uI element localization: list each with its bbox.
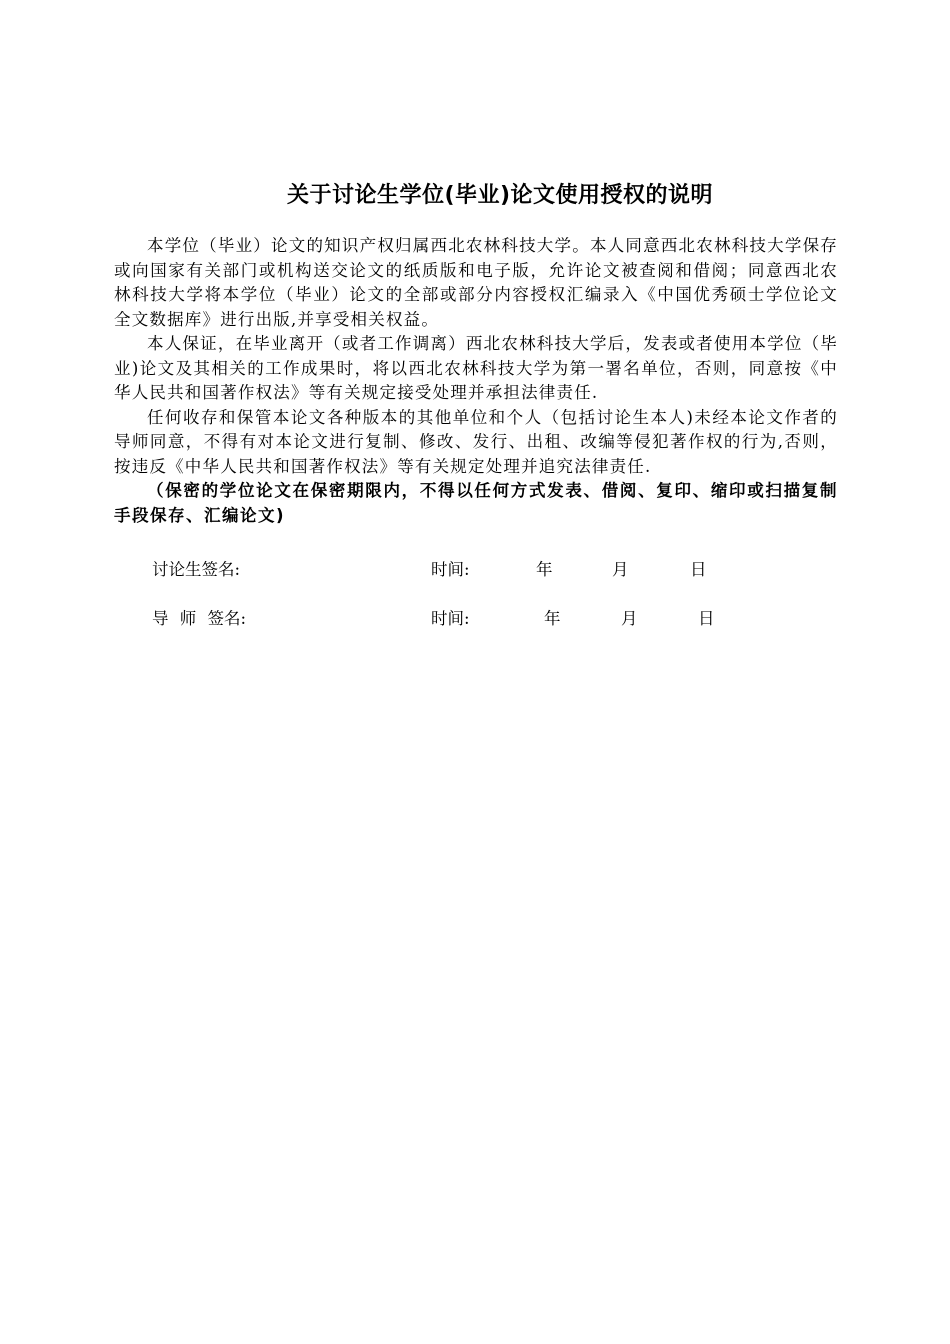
advisor-time-label: 时间:: [431, 609, 470, 628]
document-body: [114, 234, 838, 528]
student-time-label: 时间:: [431, 560, 470, 579]
student-signature-label: 讨论生签名:: [152, 560, 241, 579]
paragraph-infringement-notice: 任何收存和保管本论文各种版本的其他单位和个人（包括讨论生本人)未经本论文作者的导师同意，不得有对本论文进行复制、修改、发行、出租、改编等侵犯著作权的行为,否则，按违反《中华人民共和国著作权法》等有关规定处理并追究法律责任.: [114, 407, 838, 476]
student-month-label: 月: [612, 560, 629, 579]
confidential-note: （保密的学位论文在保密期限内，不得以任何方式发表、借阅、复印、缩印或扫描复制手段保存、汇编论文): [114, 481, 838, 525]
advisor-year-label: 年: [544, 609, 561, 628]
paragraph-ip-ownership: 本学位（毕业）论文的知识产权归属西北农林科技大学。本人同意西北农林科技大学保存或向国家有关部门或机构送交论文的纸质版和电子版，允许论文被查阅和借阅；同意西北农林科技大学将本学位（毕业）论文的全部或部分内容授权汇编录入《中国优秀硕士学位论文全文数据库》进行出版,并享受相关权益。: [114, 236, 838, 329]
student-year-label: 年: [536, 560, 553, 579]
student-day-label: 日: [690, 560, 707, 579]
student-signature-row: [152, 558, 852, 582]
document-title: 关于讨论生学位(毕业)论文使用授权的说明: [286, 183, 714, 208]
advisor-day-label: 日: [698, 609, 715, 628]
advisor-signature-label: 导 师 签名:: [152, 609, 247, 628]
paragraph-author-guarantee: 本人保证，在毕业离开（或者工作调离）西北农林科技大学后，发表或者使用本学位（毕业)论文及其相关的工作成果时，将以西北农林科技大学为第一署名单位，否则，同意按《中华人民共和国著作权法》等有关规定接受处理并承担法律责任.: [114, 334, 838, 402]
advisor-signature-row: [152, 607, 852, 631]
advisor-month-label: 月: [621, 609, 638, 628]
